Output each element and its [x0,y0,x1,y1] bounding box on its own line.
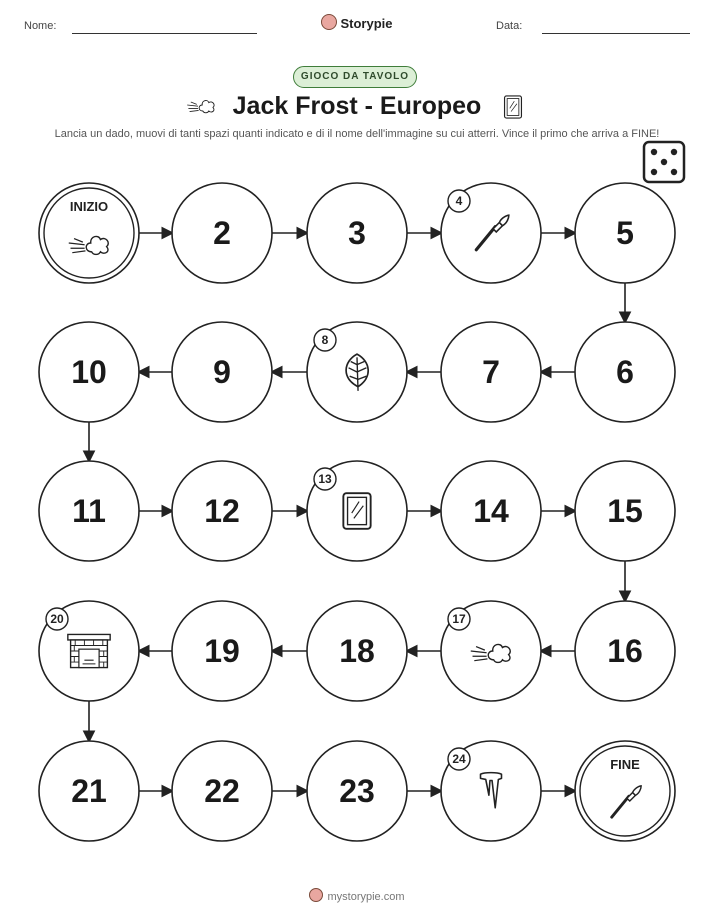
board-space [307,461,407,561]
board-space [39,461,139,561]
space-number: 12 [204,493,240,529]
board-space [172,183,272,283]
space-number-badge: 17 [452,612,466,626]
space-number: 10 [71,354,107,390]
board-space [575,601,675,701]
finish-label: FINE [610,757,640,772]
dice-icon [644,142,684,182]
date-label: Data: [496,20,523,32]
brand-text: Storypie [340,16,393,31]
footer [0,888,714,903]
start-space [39,183,139,283]
board-space [575,183,675,283]
space-number: 9 [213,354,231,390]
fireplace-icon [68,634,110,667]
board-space [172,461,272,561]
space-number: 3 [348,215,366,251]
board-space [575,461,675,561]
board-space [307,183,407,283]
board-space [172,741,272,841]
board-space [441,322,541,422]
board-space [39,322,139,422]
space-number-badge: 20 [50,612,64,626]
start-label: INIZIO [69,199,109,214]
space-number: 19 [204,633,240,669]
storypie-logo-icon [309,888,323,902]
title-wind-icon [187,101,214,113]
space-number: 16 [607,633,643,669]
mirror-icon [343,493,370,529]
board-space [39,741,139,841]
board-space [172,601,272,701]
space-number: 6 [616,354,634,390]
board-space [441,183,541,283]
finish-space [575,741,675,841]
space-number: 2 [213,215,231,251]
space-number: 7 [482,354,500,390]
board-space [172,322,272,422]
game-type-badge: GIOCO DA TAVOLO [293,66,417,88]
space-number-badge: 13 [318,472,332,486]
space-number-badge: 4 [455,194,463,208]
space-number: 23 [339,773,375,809]
space-number: 14 [473,493,509,529]
page-title: Jack Frost - Europeo [232,92,482,120]
space-number: 21 [71,773,107,809]
board-space [307,741,407,841]
space-number: 5 [616,215,634,251]
space-number: 11 [72,493,106,529]
board-space [441,601,541,701]
footer-url: mystorypie.com [327,891,405,903]
title-mirror-icon [505,96,522,118]
name-label: Nome: [24,20,57,32]
board-space [39,601,139,701]
instructions: Lancia un dado, muovi di tanti spazi quanti indicato e di il nome dell'immagine su cui atterri. Vince il primo che arriva a FINE! [54,128,660,140]
board-space [307,601,407,701]
space-number: 22 [204,773,240,809]
space-number-badge: 24 [452,752,466,766]
space-number-badge: 8 [321,333,329,347]
board-space [441,461,541,561]
board-space [441,741,541,841]
board-space [307,322,407,422]
space-number: 18 [339,633,375,669]
board-space [575,322,675,422]
space-number: 15 [607,493,643,529]
